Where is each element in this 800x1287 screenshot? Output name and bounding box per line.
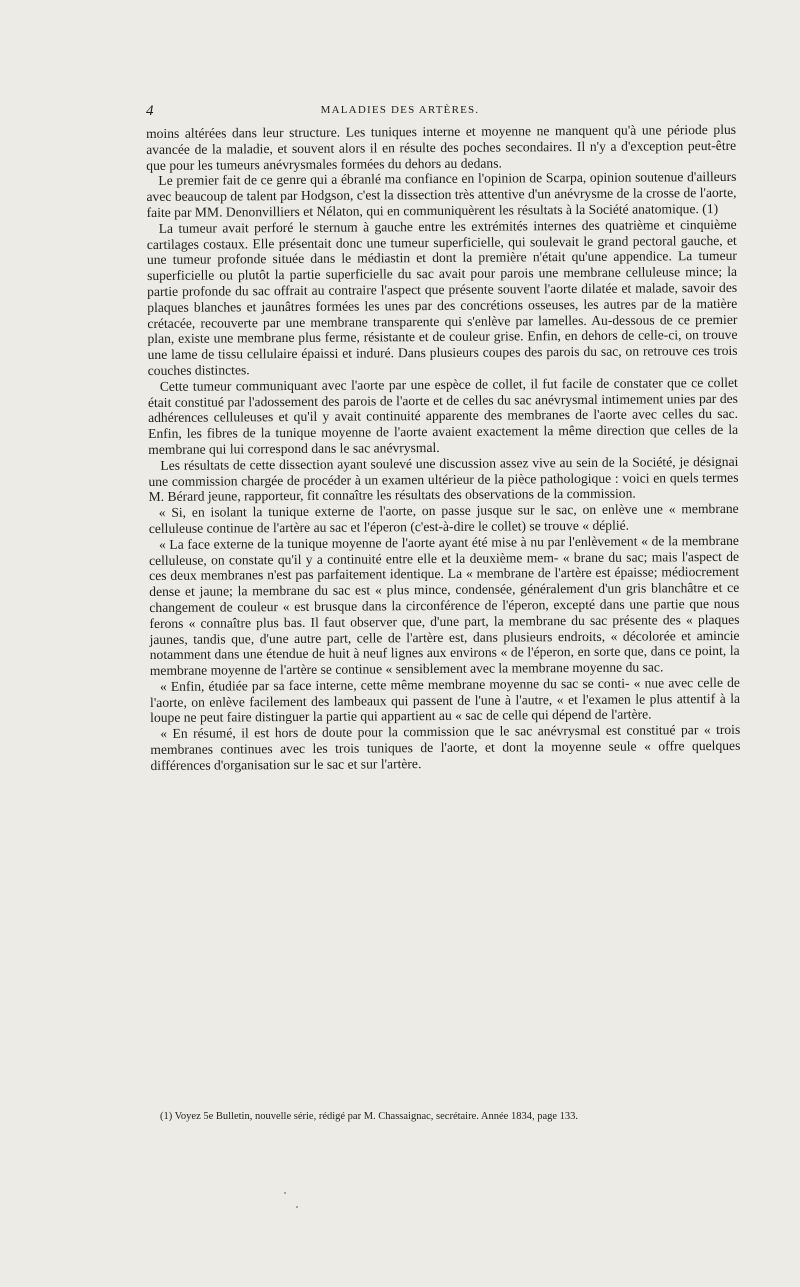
quoted-paragraph: « La face externe de la tunique moyenne de l'aorte ayant été mise à nu par l'enlèvement « de la membrane celluleuse, on constate qu'il y a continuité entre elle et la deuxième mem- « brane du sac; mais l'aspect de ces deux membranes n'est pas parfaitement identique. La « membrane de l'artère est épaisse; médiocrement dense et jaune; la membrane du sac est « plus mince, condensée, généralement d'un gris blanchâtre et ce changement de couleur « est brusque dans la circonférence de l'éperon, excepté dans une partie que nous ferons « connaître plus bas. Il faut observer que, d'une part, la membrane du sac présente des « plaques jaunes, tandis que, d'une autre part, celle de l'artère est, dans plusieurs endroits, « décolorée et amincie notamment dans une étendue de huit à neuf lignes aux environs « de l'éperon, en sorte que, dans ce point, la membrane moyenne de l'artère se continue « sensiblement avec la membrane moyenne du sac. [148,532,740,679]
paragraph: Cette tumeur communiquant avec l'aorte par une espèce de collet, il fut facile de constater que ce collet était constitué par l'adossement des parois de l'aorte et de celles du sac anévrysmal intimement unies par des adhérences celluleuses et qu'il y avait continuité apparente des membranes de l'aorte avec celles du sac. Enfin, les fibres de la tunique moyenne de l'aorte avaient exactement la même direction que celles de la membrane qui lui correspond dans le sac anévrysmal. [147,374,739,457]
quoted-paragraph: « En résumé, il est hors de doute pour la commission que le sac anévrysmal est constitué par « trois membranes continues avec les trois tuniques de l'aorte, et dont la moyenne seule « offre quelques différences d'organisation sur le sac et sur l'artère. [150,722,741,773]
paragraph: Les résultats de cette dissection ayant soulevé une discussion assez vive au sein de la Société, je désignai une commission chargée de procéder à un examen ultérieur de la pièce pathologique : voici en quels termes M. Bérard jeune, rapporteur, fit connaître les résultats des observations de la commission. [148,453,739,505]
paragraph: Le premier fait de ce genre qui a ébranlé ma confiance en l'opinion de Scarpa, opinion soutenue d'ailleurs avec beaucoup de talent par Hodgson, c'est la dissection très attentive d'un anévrysme de la crosse de l'aorte, faite par MM. Denonvilliers et Nélaton, qui en communiquèrent les résultats à la Société anatomique. (1) [146,169,737,220]
running-head: MALADIES DES ARTÈRES. [320,104,480,116]
paragraph: moins altérées dans leur structure. Les tuniques interne et moyenne ne manquent qu'à une période plus avancée de la maladie, et souvent alors il en résulte des poches secondaires. Il n'y a d'exception peut-être que pour les tumeurs anévrysmales formées du dehors au dedans. [146,121,737,173]
paragraph: La tumeur avait perforé le sternum à gauche entre les extrémités internes des quatrième et cinquième cartilages costaux. Elle présentait donc une tumeur superficielle, qui soulevait le grand pectoral gauche, et une tumeur profonde située dans le médiastin et dont la première n'était qu'une appendice. La tumeur superficielle ou plutôt la partie superficielle du sac avait pour parois une membrane celluleuse mince; la partie profonde du sac offrait au contraire l'aspect que présente souvent l'aorte dilatée et malade, savoir des plaques blanches et jaunâtres formées les unes par des concrétions osseuses, les autres par de la matière crétacée, recouverte par une membrane transparente qui s'enlève par lamelles. Au-dessous de ce premier plan, existe une membrane plus ferme, résistante et de couleur grise. Enfin, en dehors de celle-ci, on trouve une lame de tissu cellulaire épaissi et induré. Dans plusieurs coupes des parois du sac, on retrouve ces trois couches distinctes. [146,216,738,378]
paper-speck [284,1192,286,1194]
paper-speck [296,1206,298,1208]
quoted-paragraph: « Enfin, étudiée par sa face interne, cette même membrane moyenne du sac se conti- « nue avec celle de l'aorte, on enlève facilement des lambeaux qui passent de l'une à l'autre, « et l'examen le plus attentif à la loupe ne peut faire distinguer la partie qui appartient au « sac de celle qui dépend de l'artère. [149,674,741,726]
page-number: 4 [146,103,154,119]
quoted-paragraph: « Si, en isolant la tunique externe de l'aorte, on passe jusque sur le sac, on enlève une « membrane celluleuse continue de l'artère au sac et l'éperon (c'est-à-dire le collet) se trouve « déplié. [148,500,739,536]
body-text [146,122,741,774]
footnote: (1) Voyez 5e Bulletin, nouvelle série, rédigé par M. Chassaignac, secrétaire. Année 1834, page 133. [160,1111,579,1122]
